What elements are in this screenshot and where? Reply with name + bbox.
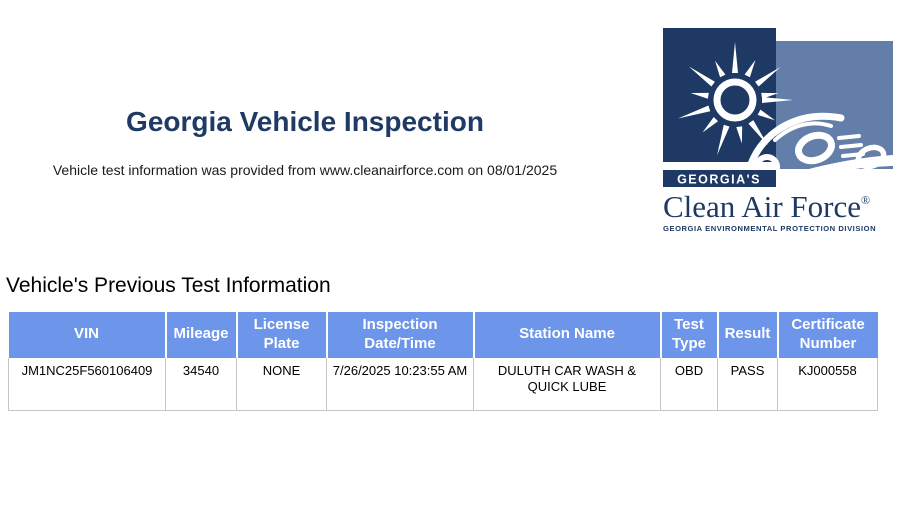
- column-header-result: Result: [718, 312, 778, 358]
- column-header-license-plate: License Plate: [237, 312, 327, 358]
- table-header-row: [9, 312, 878, 358]
- clean-air-force-logo: [663, 26, 895, 234]
- column-header-vin: VIN: [9, 312, 166, 358]
- station-name-cell: DULUTH CAR WASH & QUICK LUBE: [474, 358, 661, 411]
- registered-mark: ®: [861, 193, 871, 207]
- license-plate-cell: NONE: [237, 358, 327, 411]
- test-type-cell: OBD: [661, 358, 718, 411]
- previous-test-table-wrap: [8, 312, 877, 411]
- column-header-inspection-datetime: Inspection Date/Time: [327, 312, 474, 358]
- logo-georgias-label: GEORGIA'S: [677, 172, 761, 187]
- logo-division-label: GEORGIA ENVIRONMENTAL PROTECTION DIVISION: [663, 224, 877, 233]
- page-title: Georgia Vehicle Inspection: [126, 106, 484, 137]
- mileage-cell: 34540: [166, 358, 237, 411]
- logo-clean-air-force-label: Clean Air Force®: [663, 189, 871, 224]
- logo-squares: [663, 28, 893, 169]
- column-header-mileage: Mileage: [166, 312, 237, 358]
- column-header-certificate-number: Certificate Number: [778, 312, 878, 358]
- vin-cell: JM1NC25F560106409: [9, 358, 166, 411]
- page-subtitle: Vehicle test information was provided from www.cleanairforce.com on 08/01/2025: [52, 162, 558, 178]
- section-heading: Vehicle's Previous Test Information: [6, 274, 331, 297]
- previous-test-table: [8, 312, 878, 411]
- column-header-station-name: Station Name: [474, 312, 661, 358]
- column-header-test-type: Test Type: [661, 312, 718, 358]
- table-row: [9, 358, 878, 411]
- result-cell: PASS: [718, 358, 778, 411]
- certificate-number-cell: KJ000558: [778, 358, 878, 411]
- inspection-datetime-cell: 7/26/2025 10:23:55 AM: [327, 358, 474, 411]
